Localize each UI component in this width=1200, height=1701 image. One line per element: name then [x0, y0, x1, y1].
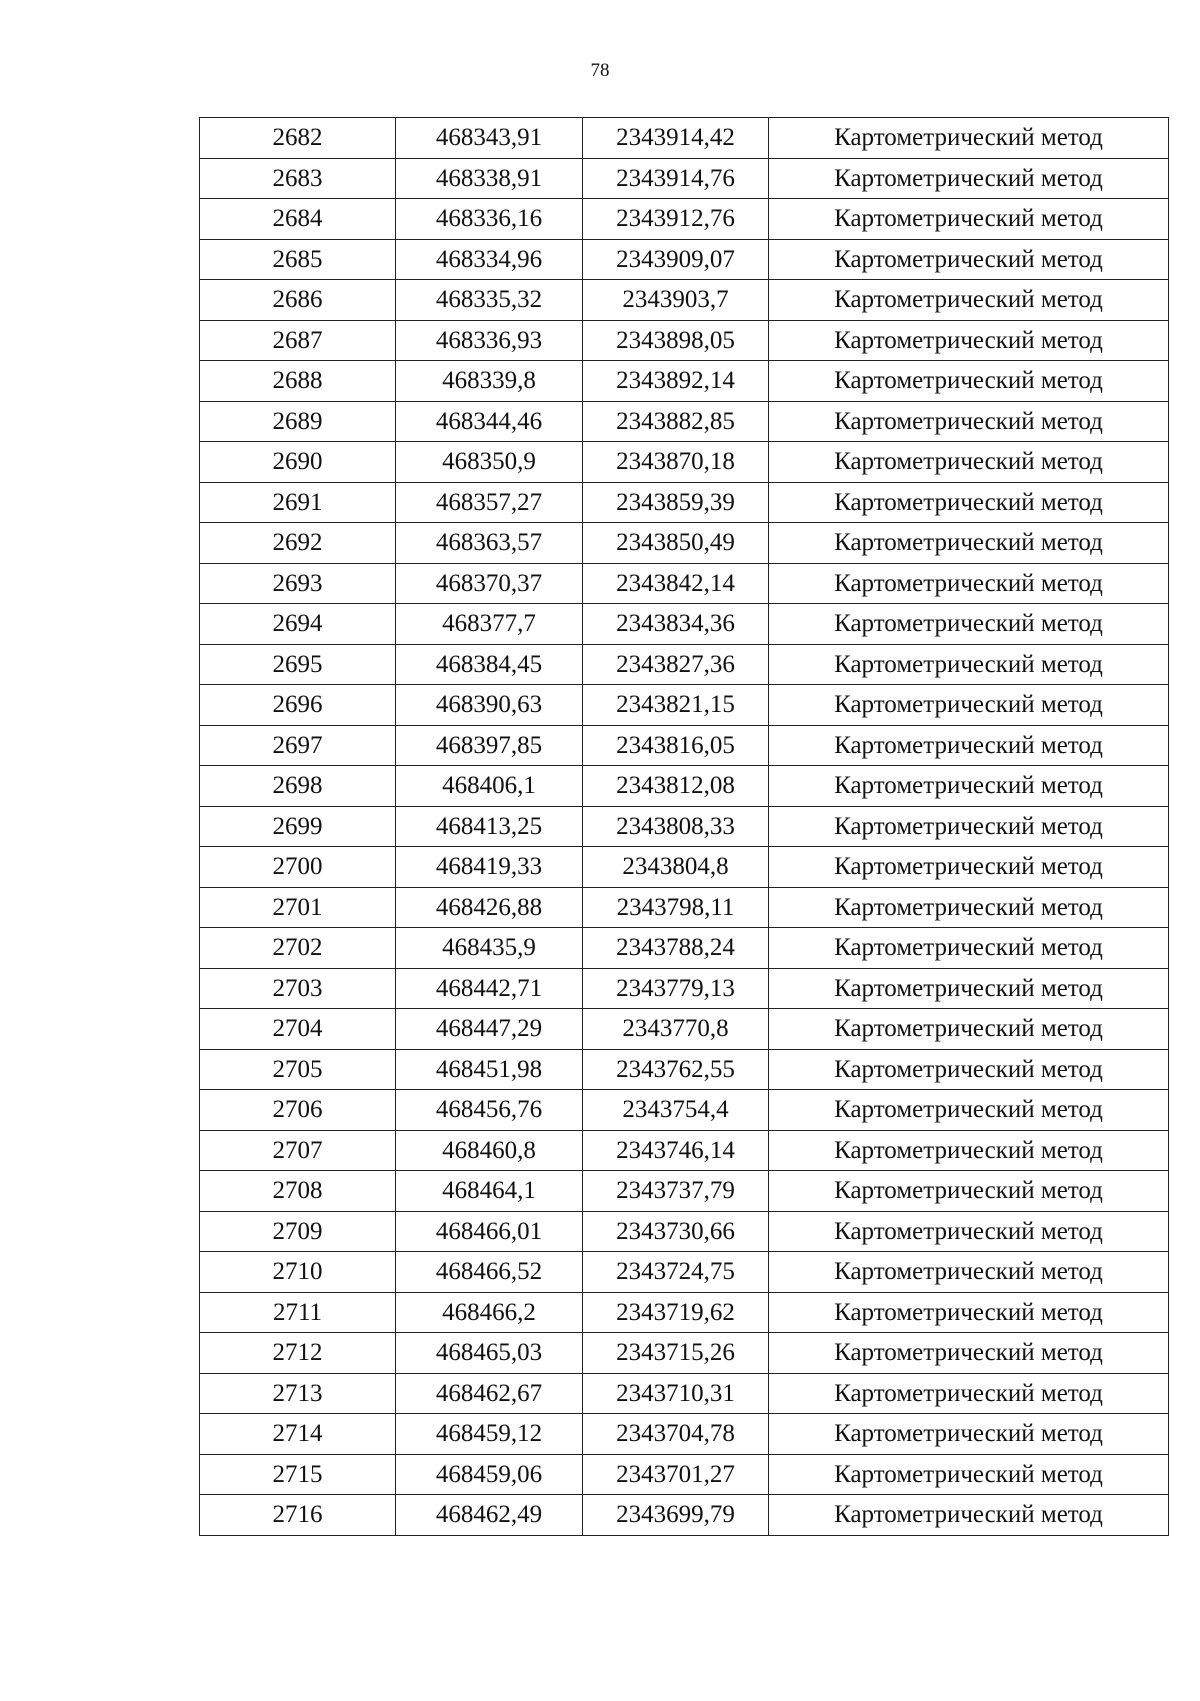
table-row [200, 523, 1169, 564]
method-cell: Картометрический метод [769, 1171, 1169, 1212]
table-row [200, 563, 1169, 604]
point-number-cell: 2708 [200, 1171, 396, 1212]
x-coordinate-cell: 468465,03 [396, 1333, 583, 1374]
x-coordinate-cell: 468339,8 [396, 361, 583, 402]
point-number-cell: 2699 [200, 806, 396, 847]
y-coordinate-cell: 2343870,18 [583, 442, 769, 483]
method-cell: Картометрический метод [769, 685, 1169, 726]
x-coordinate-cell: 468357,27 [396, 482, 583, 523]
x-coordinate-cell: 468435,9 [396, 928, 583, 969]
point-number-cell: 2716 [200, 1495, 396, 1536]
y-coordinate-cell: 2343719,62 [583, 1292, 769, 1333]
x-coordinate-cell: 468350,9 [396, 442, 583, 483]
y-coordinate-cell: 2343770,8 [583, 1009, 769, 1050]
table-row [200, 968, 1169, 1009]
table-row [200, 644, 1169, 685]
point-number-cell: 2704 [200, 1009, 396, 1050]
table-row [200, 1211, 1169, 1252]
x-coordinate-cell: 468343,91 [396, 118, 583, 159]
table-row [200, 766, 1169, 807]
method-cell: Картометрический метод [769, 239, 1169, 280]
table-row [200, 1009, 1169, 1050]
x-coordinate-cell: 468344,46 [396, 401, 583, 442]
table-row [200, 1130, 1169, 1171]
method-cell: Картометрический метод [769, 482, 1169, 523]
point-number-cell: 2692 [200, 523, 396, 564]
x-coordinate-cell: 468462,67 [396, 1373, 583, 1414]
coordinates-table [199, 117, 1169, 1536]
x-coordinate-cell: 468397,85 [396, 725, 583, 766]
table-row [200, 1373, 1169, 1414]
y-coordinate-cell: 2343859,39 [583, 482, 769, 523]
point-number-cell: 2715 [200, 1454, 396, 1495]
point-number-cell: 2682 [200, 118, 396, 159]
y-coordinate-cell: 2343914,76 [583, 158, 769, 199]
method-cell: Картометрический метод [769, 361, 1169, 402]
x-coordinate-cell: 468462,49 [396, 1495, 583, 1536]
y-coordinate-cell: 2343909,07 [583, 239, 769, 280]
y-coordinate-cell: 2343724,75 [583, 1252, 769, 1293]
y-coordinate-cell: 2343754,4 [583, 1090, 769, 1131]
x-coordinate-cell: 468377,7 [396, 604, 583, 645]
table-row [200, 199, 1169, 240]
point-number-cell: 2705 [200, 1049, 396, 1090]
table-row [200, 1292, 1169, 1333]
x-coordinate-cell: 468336,93 [396, 320, 583, 361]
y-coordinate-cell: 2343715,26 [583, 1333, 769, 1374]
table-row [200, 604, 1169, 645]
method-cell: Картометрический метод [769, 1252, 1169, 1293]
method-cell: Картометрический метод [769, 442, 1169, 483]
point-number-cell: 2696 [200, 685, 396, 726]
x-coordinate-cell: 468338,91 [396, 158, 583, 199]
table-row [200, 280, 1169, 321]
point-number-cell: 2710 [200, 1252, 396, 1293]
x-coordinate-cell: 468460,8 [396, 1130, 583, 1171]
method-cell: Картометрический метод [769, 604, 1169, 645]
y-coordinate-cell: 2343779,13 [583, 968, 769, 1009]
x-coordinate-cell: 468413,25 [396, 806, 583, 847]
y-coordinate-cell: 2343912,76 [583, 199, 769, 240]
x-coordinate-cell: 468456,76 [396, 1090, 583, 1131]
point-number-cell: 2707 [200, 1130, 396, 1171]
point-number-cell: 2702 [200, 928, 396, 969]
method-cell: Картометрический метод [769, 401, 1169, 442]
y-coordinate-cell: 2343903,7 [583, 280, 769, 321]
table-row [200, 1049, 1169, 1090]
method-cell: Картометрический метод [769, 1009, 1169, 1050]
method-cell: Картометрический метод [769, 766, 1169, 807]
y-coordinate-cell: 2343710,31 [583, 1373, 769, 1414]
y-coordinate-cell: 2343827,36 [583, 644, 769, 685]
point-number-cell: 2713 [200, 1373, 396, 1414]
point-number-cell: 2691 [200, 482, 396, 523]
point-number-cell: 2709 [200, 1211, 396, 1252]
point-number-cell: 2714 [200, 1414, 396, 1455]
method-cell: Картометрический метод [769, 928, 1169, 969]
table-row [200, 1252, 1169, 1293]
method-cell: Картометрический метод [769, 563, 1169, 604]
table-row [200, 1090, 1169, 1131]
y-coordinate-cell: 2343762,55 [583, 1049, 769, 1090]
method-cell: Картометрический метод [769, 118, 1169, 159]
y-coordinate-cell: 2343704,78 [583, 1414, 769, 1455]
point-number-cell: 2687 [200, 320, 396, 361]
table-row [200, 847, 1169, 888]
x-coordinate-cell: 468390,63 [396, 685, 583, 726]
table-row [200, 401, 1169, 442]
x-coordinate-cell: 468442,71 [396, 968, 583, 1009]
point-number-cell: 2690 [200, 442, 396, 483]
table-row [200, 1495, 1169, 1536]
table-row [200, 361, 1169, 402]
method-cell: Картометрический метод [769, 644, 1169, 685]
table-row [200, 806, 1169, 847]
table-row [200, 442, 1169, 483]
method-cell: Картометрический метод [769, 1130, 1169, 1171]
x-coordinate-cell: 468370,37 [396, 563, 583, 604]
method-cell: Картометрический метод [769, 1292, 1169, 1333]
y-coordinate-cell: 2343730,66 [583, 1211, 769, 1252]
y-coordinate-cell: 2343850,49 [583, 523, 769, 564]
point-number-cell: 2686 [200, 280, 396, 321]
y-coordinate-cell: 2343812,08 [583, 766, 769, 807]
y-coordinate-cell: 2343798,11 [583, 887, 769, 928]
point-number-cell: 2711 [200, 1292, 396, 1333]
y-coordinate-cell: 2343788,24 [583, 928, 769, 969]
y-coordinate-cell: 2343842,14 [583, 563, 769, 604]
table-row [200, 482, 1169, 523]
method-cell: Картометрический метод [769, 887, 1169, 928]
method-cell: Картометрический метод [769, 199, 1169, 240]
table-row [200, 1454, 1169, 1495]
table-row [200, 239, 1169, 280]
point-number-cell: 2688 [200, 361, 396, 402]
method-cell: Картометрический метод [769, 1049, 1169, 1090]
method-cell: Картометрический метод [769, 1454, 1169, 1495]
y-coordinate-cell: 2343804,8 [583, 847, 769, 888]
point-number-cell: 2703 [200, 968, 396, 1009]
x-coordinate-cell: 468466,01 [396, 1211, 583, 1252]
x-coordinate-cell: 468406,1 [396, 766, 583, 807]
method-cell: Картометрический метод [769, 1211, 1169, 1252]
method-cell: Картометрический метод [769, 280, 1169, 321]
x-coordinate-cell: 468363,57 [396, 523, 583, 564]
x-coordinate-cell: 468464,1 [396, 1171, 583, 1212]
x-coordinate-cell: 468447,29 [396, 1009, 583, 1050]
table-row [200, 928, 1169, 969]
x-coordinate-cell: 468384,45 [396, 644, 583, 685]
point-number-cell: 2685 [200, 239, 396, 280]
x-coordinate-cell: 468466,2 [396, 1292, 583, 1333]
point-number-cell: 2695 [200, 644, 396, 685]
y-coordinate-cell: 2343816,05 [583, 725, 769, 766]
method-cell: Картометрический метод [769, 1090, 1169, 1131]
point-number-cell: 2698 [200, 766, 396, 807]
method-cell: Картометрический метод [769, 968, 1169, 1009]
x-coordinate-cell: 468336,16 [396, 199, 583, 240]
method-cell: Картометрический метод [769, 320, 1169, 361]
y-coordinate-cell: 2343737,79 [583, 1171, 769, 1212]
x-coordinate-cell: 468459,12 [396, 1414, 583, 1455]
page-number: 78 [590, 60, 610, 81]
method-cell: Картометрический метод [769, 1414, 1169, 1455]
point-number-cell: 2697 [200, 725, 396, 766]
table-row [200, 1333, 1169, 1374]
method-cell: Картометрический метод [769, 847, 1169, 888]
y-coordinate-cell: 2343821,15 [583, 685, 769, 726]
method-cell: Картометрический метод [769, 1373, 1169, 1414]
method-cell: Картометрический метод [769, 725, 1169, 766]
y-coordinate-cell: 2343914,42 [583, 118, 769, 159]
point-number-cell: 2694 [200, 604, 396, 645]
method-cell: Картометрический метод [769, 158, 1169, 199]
table-row [200, 685, 1169, 726]
method-cell: Картометрический метод [769, 1333, 1169, 1374]
y-coordinate-cell: 2343746,14 [583, 1130, 769, 1171]
table-body [200, 118, 1169, 1536]
point-number-cell: 2712 [200, 1333, 396, 1374]
x-coordinate-cell: 468419,33 [396, 847, 583, 888]
y-coordinate-cell: 2343701,27 [583, 1454, 769, 1495]
point-number-cell: 2700 [200, 847, 396, 888]
x-coordinate-cell: 468334,96 [396, 239, 583, 280]
table-row [200, 1171, 1169, 1212]
point-number-cell: 2684 [200, 199, 396, 240]
table-row [200, 320, 1169, 361]
x-coordinate-cell: 468466,52 [396, 1252, 583, 1293]
x-coordinate-cell: 468335,32 [396, 280, 583, 321]
x-coordinate-cell: 468459,06 [396, 1454, 583, 1495]
y-coordinate-cell: 2343898,05 [583, 320, 769, 361]
y-coordinate-cell: 2343834,36 [583, 604, 769, 645]
point-number-cell: 2683 [200, 158, 396, 199]
y-coordinate-cell: 2343808,33 [583, 806, 769, 847]
table-row [200, 725, 1169, 766]
point-number-cell: 2689 [200, 401, 396, 442]
method-cell: Картометрический метод [769, 523, 1169, 564]
table-row [200, 1414, 1169, 1455]
y-coordinate-cell: 2343699,79 [583, 1495, 769, 1536]
x-coordinate-cell: 468451,98 [396, 1049, 583, 1090]
y-coordinate-cell: 2343892,14 [583, 361, 769, 402]
table-row [200, 158, 1169, 199]
y-coordinate-cell: 2343882,85 [583, 401, 769, 442]
method-cell: Картометрический метод [769, 1495, 1169, 1536]
point-number-cell: 2693 [200, 563, 396, 604]
table-row [200, 118, 1169, 159]
method-cell: Картометрический метод [769, 806, 1169, 847]
x-coordinate-cell: 468426,88 [396, 887, 583, 928]
point-number-cell: 2701 [200, 887, 396, 928]
table-row [200, 887, 1169, 928]
point-number-cell: 2706 [200, 1090, 396, 1131]
